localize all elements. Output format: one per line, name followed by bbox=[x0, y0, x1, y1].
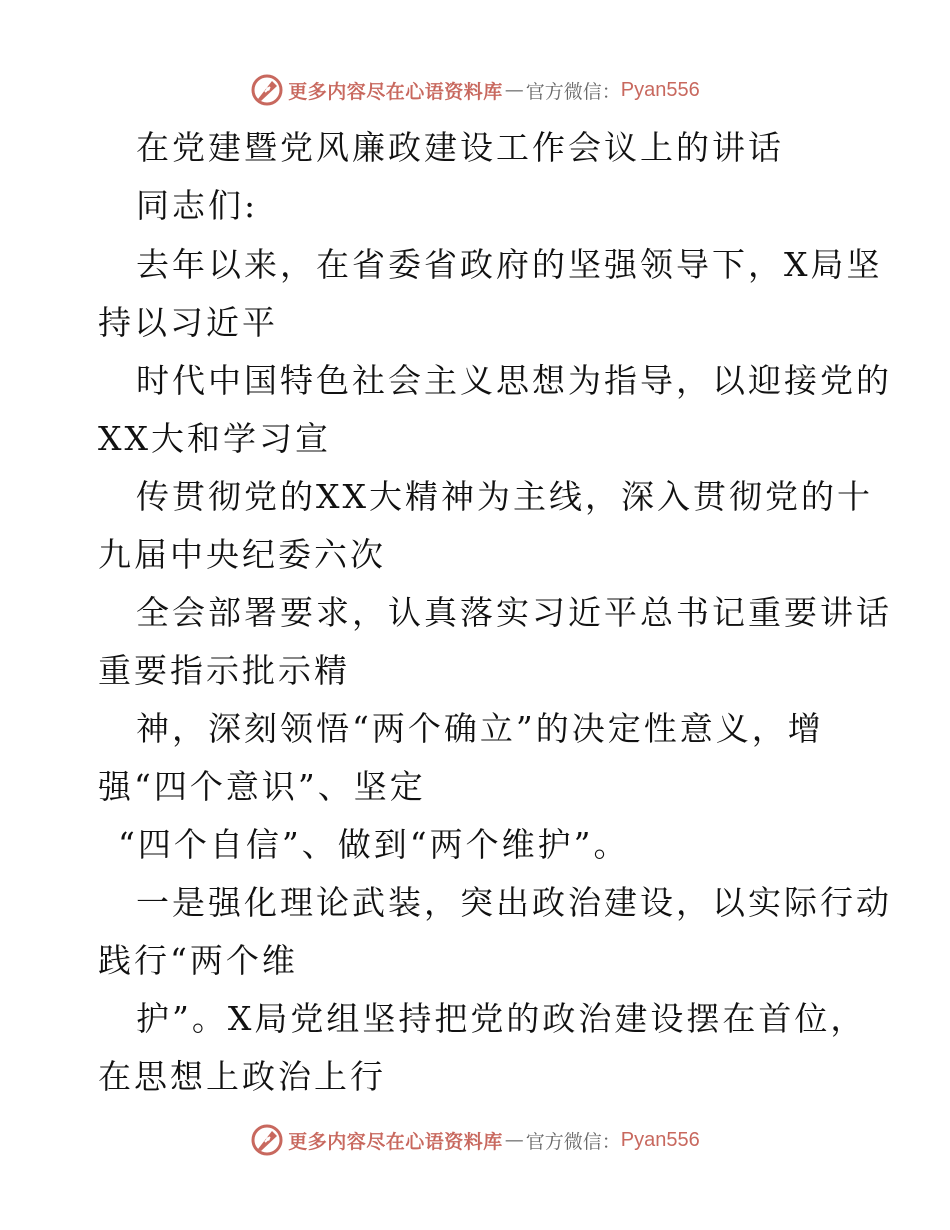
watermark-brand-text: 更多内容尽在心语资料库 bbox=[288, 80, 503, 103]
text-line: 强“四个意识”、坚定 bbox=[98, 767, 426, 806]
watermark-wechat-label: 官方微信： bbox=[525, 1130, 621, 1153]
text-line: 在思想上政治上行 bbox=[98, 1057, 386, 1096]
text-line: 持以习近平 bbox=[98, 303, 278, 342]
watermark-separator: — bbox=[504, 1129, 524, 1151]
footer-watermark bbox=[0, 1120, 950, 1160]
pen-nib-logo-icon bbox=[250, 1123, 284, 1157]
pen-nib-logo-icon bbox=[250, 73, 284, 107]
watermark-separator: — bbox=[504, 79, 524, 101]
text-line: 神，深刻领悟“两个确立”的决定性意义，增 bbox=[136, 709, 824, 748]
text-line: 重要指示批示精 bbox=[98, 651, 350, 690]
text-line: “四个自信”、做到“两个维护”。 bbox=[118, 825, 630, 864]
text-line: 践行“两个维 bbox=[98, 941, 298, 980]
text-line: 护”。X局党组坚持把党的政治建设摆在首位， bbox=[136, 999, 867, 1038]
watermark-wechat-id: Pyan556 bbox=[620, 1128, 700, 1151]
text-line: 去年以来，在省委省政府的坚强领导下，X局坚 bbox=[136, 245, 883, 284]
watermark-wechat-label: 官方微信： bbox=[525, 80, 621, 103]
header-watermark bbox=[0, 70, 950, 110]
text-line: XX大和学习宣 bbox=[98, 419, 331, 458]
document-title: 在党建暨党风廉政建设工作会议上的讲话 bbox=[136, 128, 784, 167]
text-line: 传贯彻党的XX大精神为主线，深入贯彻党的十 bbox=[136, 477, 873, 516]
watermark-wechat-id: Pyan556 bbox=[620, 78, 700, 101]
text-line: 同志们: bbox=[136, 186, 259, 225]
text-line: 全会部署要求，认真落实习近平总书记重要讲话 bbox=[136, 593, 892, 632]
text-line: 时代中国特色社会主义思想为指导，以迎接党的 bbox=[136, 361, 892, 400]
text-line: 九届中央纪委六次 bbox=[98, 535, 386, 574]
watermark-brand-text: 更多内容尽在心语资料库 bbox=[288, 1130, 503, 1153]
text-line: 一是强化理论武装，突出政治建设，以实际行动 bbox=[136, 883, 892, 922]
